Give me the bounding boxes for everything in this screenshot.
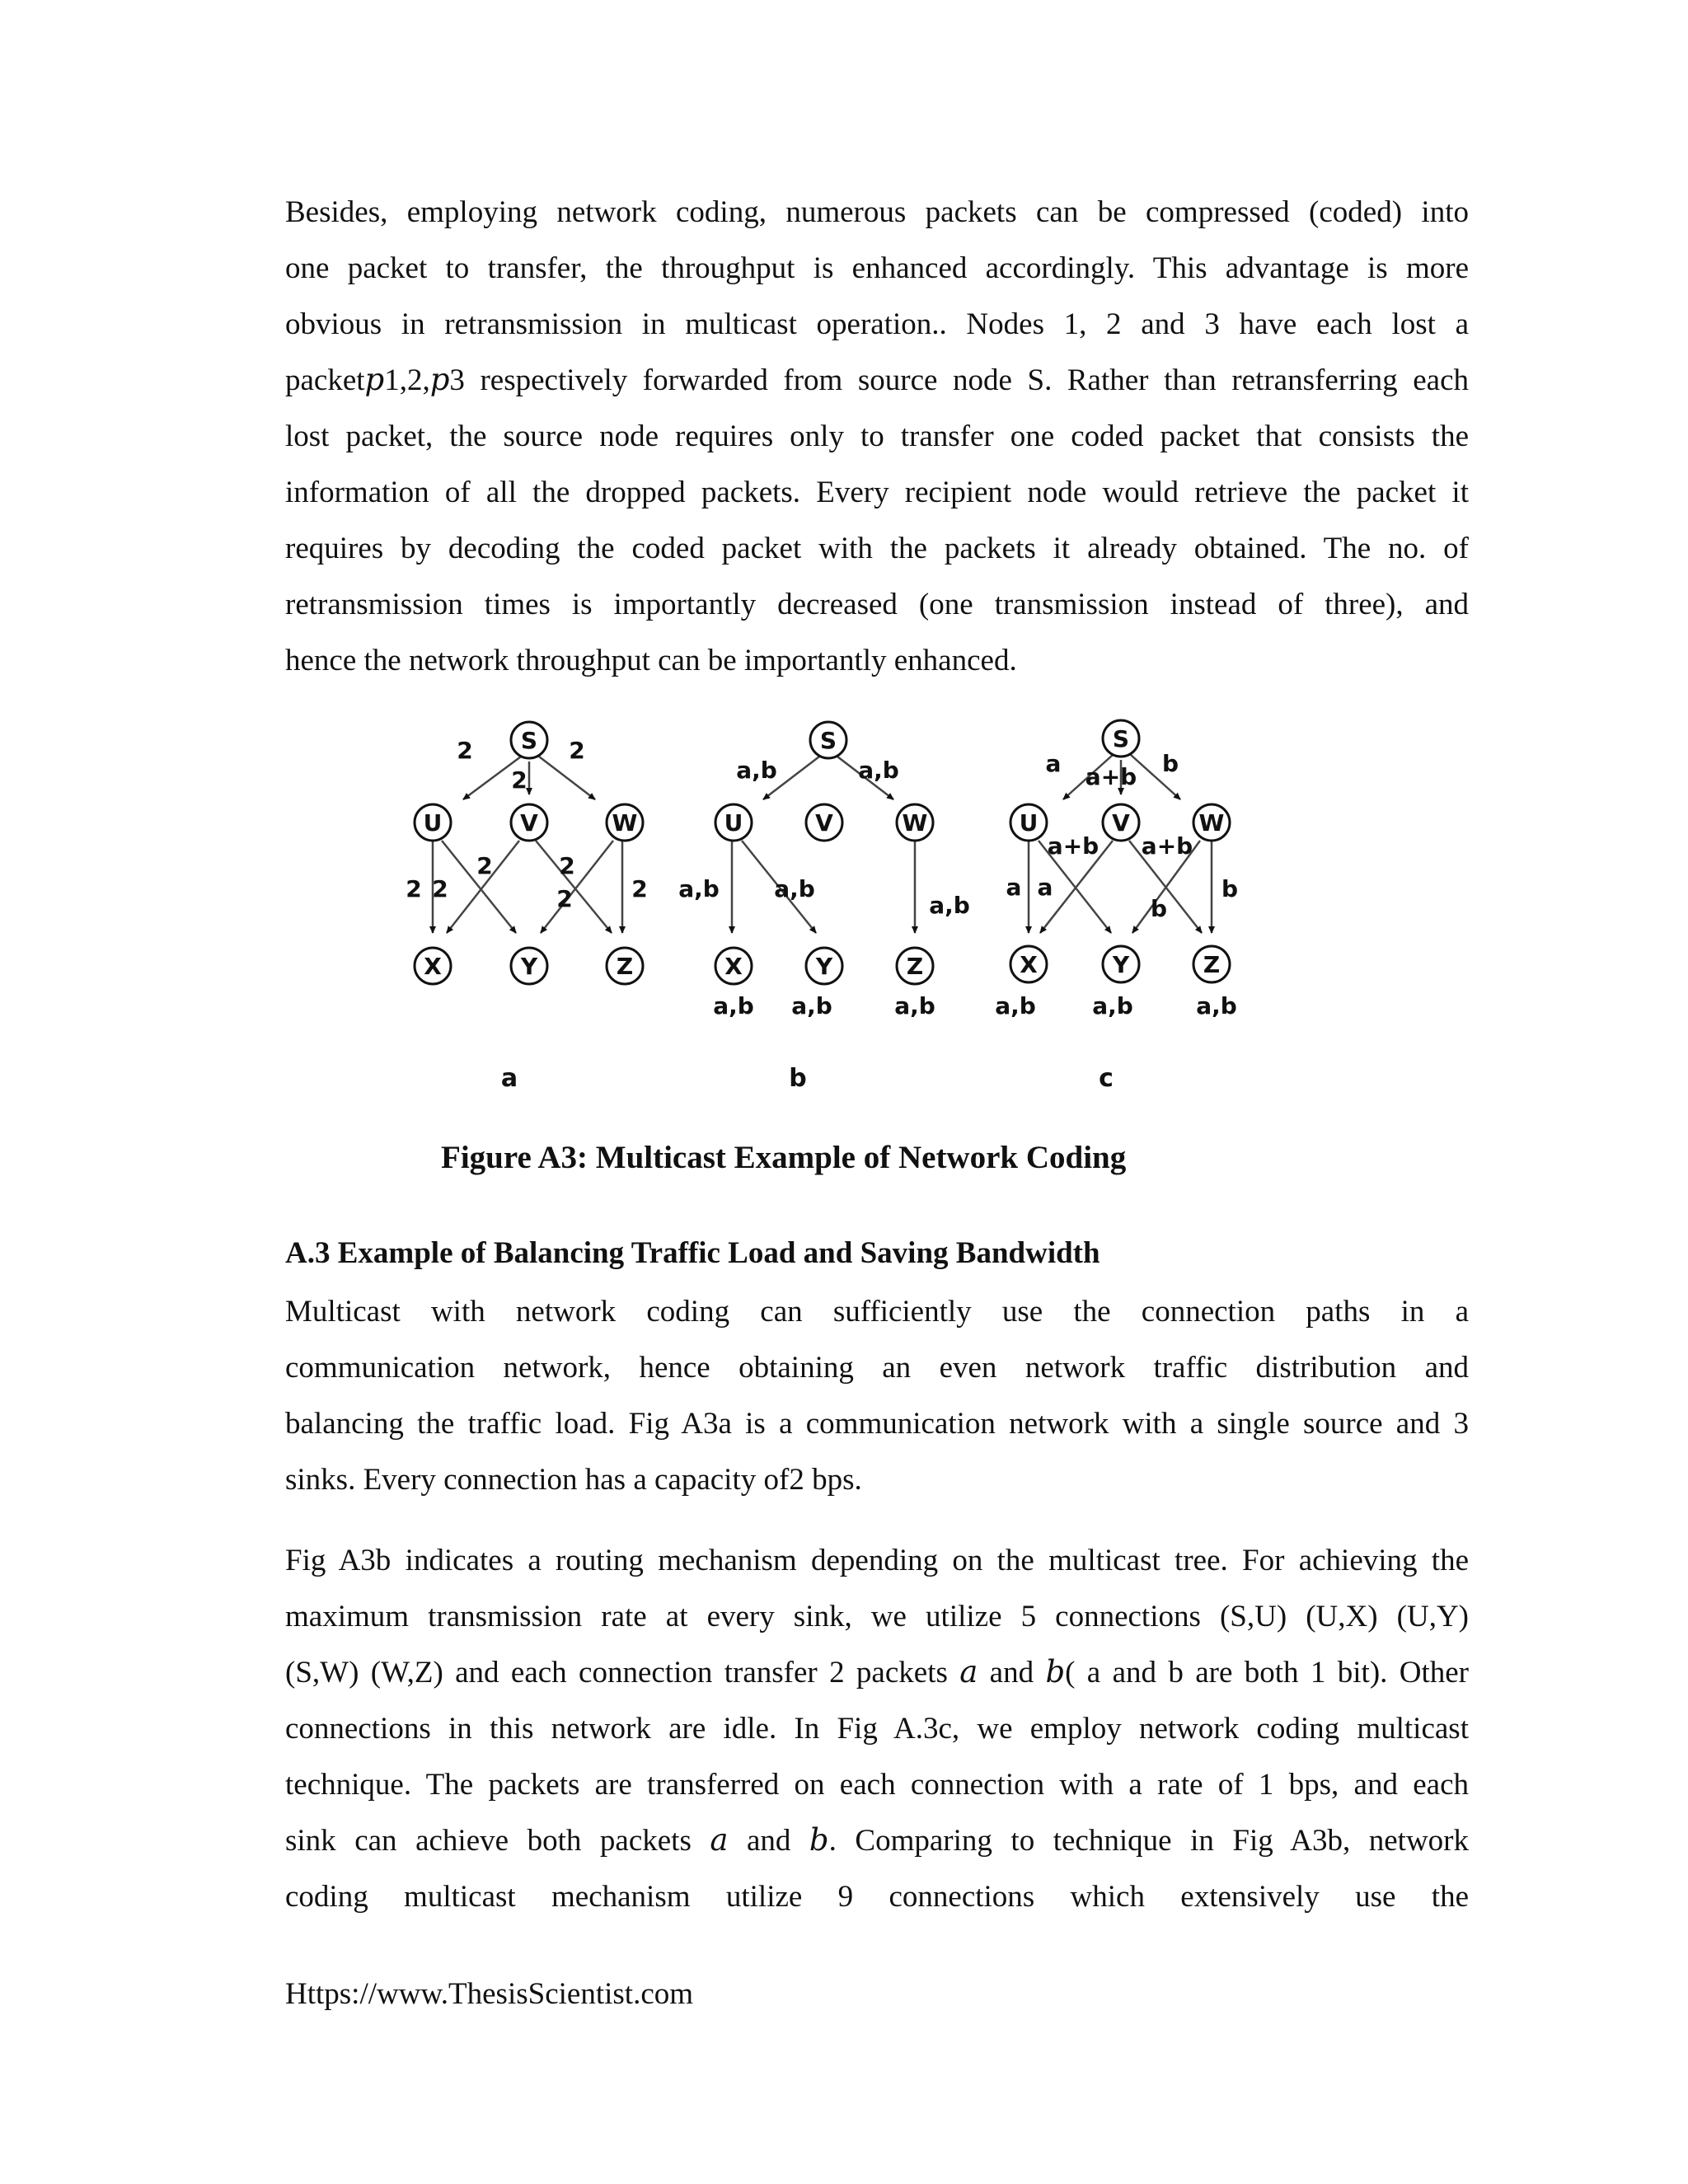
node-label: U	[423, 809, 443, 837]
node-label: Z	[906, 953, 924, 980]
paragraph-balancing-traffic	[285, 1284, 1469, 1508]
edge-label: a,b	[929, 892, 970, 919]
figure-caption: Figure A3: Multicast Example of Network Coding	[441, 1140, 1127, 1175]
node-label: Y	[520, 953, 538, 980]
sink-label: a,b	[1092, 992, 1133, 1019]
sink-label: a,b	[1196, 992, 1237, 1019]
edge-label: 2	[476, 852, 493, 879]
node-label: V	[1112, 809, 1130, 837]
edge-label: 2	[569, 737, 585, 764]
paragraph-line: communication network, hence obtaining an even network traffic distribution and	[285, 1351, 1469, 1385]
edge-label: 2	[457, 737, 473, 764]
edge-label: 2	[511, 766, 528, 794]
edge-label: 2	[559, 852, 575, 879]
paragraph-line: information of all the dropped packets. Every recipient node would retrieve the packet it	[285, 476, 1469, 509]
edge-label: 2	[432, 875, 448, 902]
paragraph-line: balancing the traffic load. Fig A3a is a communication network with a single source and 3	[285, 1407, 1469, 1441]
edge-label: 2	[406, 875, 422, 902]
paragraph-line: coding multicast mechanism utilize 9 connections which extensively use the	[285, 1880, 1469, 1914]
node-label: X	[724, 953, 743, 980]
edge-a-sw	[539, 757, 595, 799]
node-label: V	[520, 809, 538, 837]
panel-label: c	[1099, 1064, 1114, 1093]
paragraph-line: Fig A3b indicates a routing mechanism depending on the multicast tree. For achieving the	[285, 1544, 1469, 1577]
paragraph-line: hence the network throughput can be importantly enhanced.	[285, 644, 1017, 677]
paragraph-line: technique. The packets are transferred on each connection with a rate of 1 bps, and each	[285, 1768, 1469, 1802]
paragraph-line: (S,W) (W,Z) and each connection transfer 2 packets 𝑎 and 𝑏( a and b are both 1 bit). Other	[285, 1656, 1469, 1690]
edge-label: a,b	[678, 875, 720, 902]
edge-label: b	[1221, 875, 1239, 902]
paragraph-line: obvious in retransmission in multicast operation.. Nodes 1, 2 and 3 have each lost a	[285, 307, 1469, 341]
edge-label: a	[1006, 874, 1022, 901]
paragraph-line: sinks. Every connection has a capacity of2 bps.	[285, 1463, 862, 1497]
node-label: X	[424, 953, 442, 980]
paragraph-line: lost packet, the source node requires only to transfer one coded packet that consists the	[285, 419, 1469, 453]
edge-label: a+b	[1085, 763, 1137, 790]
panel-b	[678, 722, 970, 1093]
edge-label: 2	[556, 885, 573, 912]
figure-diagram	[396, 709, 1269, 1104]
paragraph-line: retransmission times is importantly decreased (one transmission instead of three), and	[285, 588, 1469, 621]
edge-label: a	[1045, 750, 1062, 777]
edge-label: a	[1037, 874, 1053, 901]
panel-label: b	[789, 1064, 807, 1093]
node-label: Y	[815, 953, 833, 980]
edge-a-wy	[541, 841, 613, 933]
sink-label: a,b	[791, 992, 832, 1019]
edge-label: b	[1150, 895, 1168, 922]
sink-label: a,b	[713, 992, 754, 1019]
panel-c	[995, 720, 1238, 1093]
edge-label: a,b	[858, 757, 899, 784]
sink-label: a,b	[894, 992, 935, 1019]
edge-label: 2	[631, 875, 648, 902]
paragraph-line: packet𝑝1,2,𝑝3 respectively forwarded from source node S. Rather than retransferring each	[285, 363, 1469, 397]
node-label: Y	[1112, 951, 1130, 978]
node-label: Z	[1203, 951, 1221, 978]
paragraph-line: connections in this network are idle. In Fig A.3c, we employ network coding multicast	[285, 1712, 1469, 1746]
paragraph-line: maximum transmission rate at every sink, we utilize 5 connections (S,U) (U,X) (U,Y)	[285, 1600, 1469, 1633]
paragraph-line: Besides, employing network coding, numerous packets can be compressed (coded) into	[285, 195, 1469, 229]
paragraph-line: requires by decoding the coded packet with the packets it already obtained. The no. of	[285, 532, 1469, 565]
node-label: W	[1198, 809, 1225, 837]
node-label: S	[520, 727, 538, 754]
node-label: W	[902, 809, 928, 837]
panel-a	[406, 722, 647, 1093]
edge-label: a,b	[774, 875, 815, 902]
edge-label: a+b	[1141, 832, 1193, 860]
paragraph-routing-mechanism	[285, 1533, 1469, 1925]
edge-label: a+b	[1047, 832, 1100, 860]
node-label: W	[612, 809, 638, 837]
paragraph-network-coding-intro	[285, 185, 1469, 689]
node-label: U	[724, 809, 743, 837]
node-label: U	[1019, 809, 1039, 837]
footer-url: Https://www.ThesisScientist.com	[285, 1977, 694, 2011]
paragraph-line: Multicast with network coding can sufficiently use the connection paths in a	[285, 1295, 1469, 1329]
node-label: Z	[616, 953, 634, 980]
panel-label: a	[500, 1064, 518, 1093]
paragraph-line: sink can achieve both packets 𝑎 and 𝑏. Comparing to technique in Fig A3b, network	[285, 1824, 1469, 1858]
node-label: S	[819, 727, 837, 754]
section-heading: A.3 Example of Balancing Traffic Load and Saving Bandwidth	[285, 1236, 1100, 1270]
node-label: X	[1020, 951, 1038, 978]
node-label: S	[1112, 725, 1130, 752]
sink-label: a,b	[995, 992, 1036, 1019]
edge-label: a,b	[736, 757, 777, 784]
edge-label: b	[1161, 750, 1179, 777]
node-label: V	[815, 809, 833, 837]
paragraph-line: one packet to transfer, the throughput is enhanced accordingly. This advantage is more	[285, 251, 1469, 285]
figure-multicast-network-coding	[396, 709, 1269, 1104]
